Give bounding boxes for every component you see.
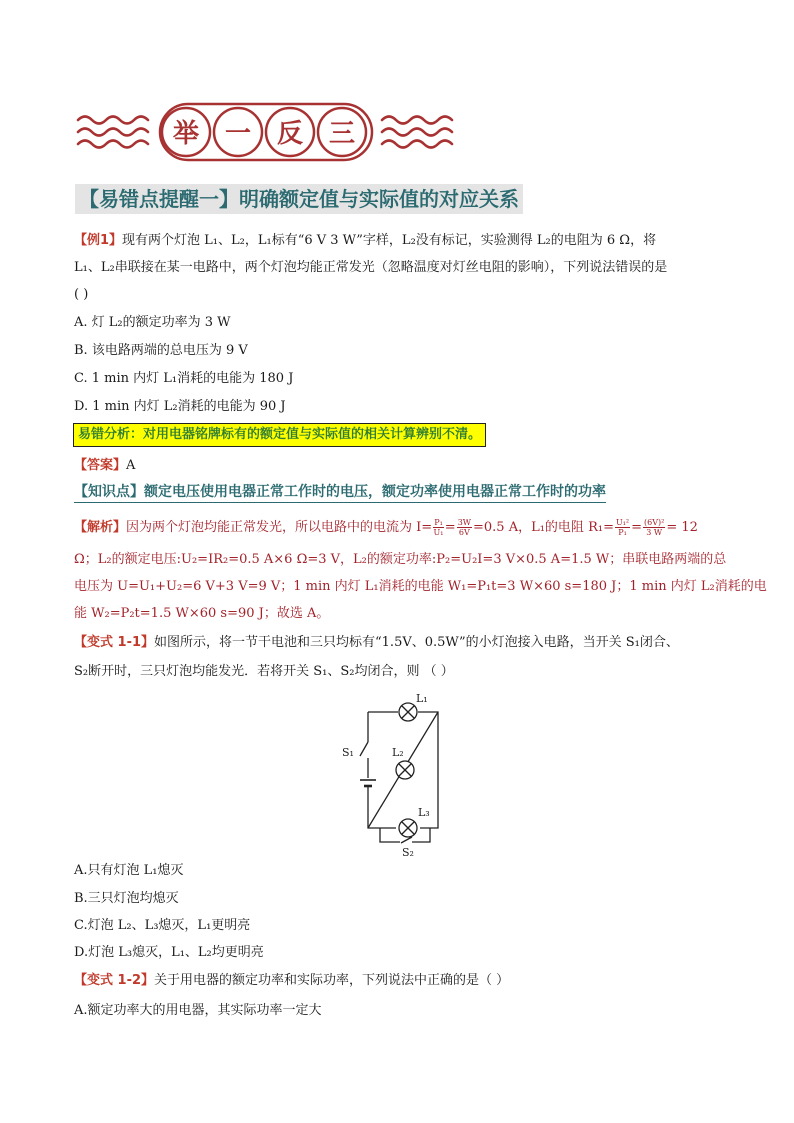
fraction-denominator: P₁ (618, 528, 627, 537)
wave-left-icon (78, 117, 148, 148)
circuit-diagram (340, 690, 450, 859)
example-line: ( ) (74, 287, 89, 302)
label-s1: S₁ (342, 746, 354, 759)
example-line: L₁、L₂串联接在某一电路中，两个灯泡均能正常发光（忽略温度对灯丝电阻的影响），下列说法错误的是 (74, 260, 668, 275)
fraction (433, 518, 444, 537)
variant-tag: 【变式 1-1】 (74, 635, 155, 650)
fraction-denominator: U₁ (433, 528, 444, 537)
banner-graphic (70, 96, 460, 168)
answer-value: A (126, 458, 136, 473)
example-tag: 【例1】 (74, 233, 123, 248)
option-item: A. 灯 L₂的额定功率为 3 W (74, 315, 231, 330)
fraction (643, 518, 665, 537)
variant-line: S₂断开时，三只灯泡均能发光．若将开关 S₁、S₂均闭合，则 （ ） (74, 664, 454, 679)
solution-line: 电压为 U=U₁+U₂=6 V+3 V=9 V；1 min 内灯 L₁消耗的电能 W₁=P₁t=3 W×60 s=180 J；1 min 内灯 L₂消耗的电 (74, 579, 767, 594)
variant-text: 如图所示，将一节干电池和三只均标有“1.5V、0.5W”的小灯泡接入电路，当开关 S₁闭合、 (154, 635, 679, 650)
fraction-denominator: 6V (458, 528, 470, 537)
variant-line (74, 972, 509, 990)
option-item: C.灯泡 L₂、L₃熄灭，L₁更明亮 (74, 918, 251, 933)
option-item: D.灯泡 L₃熄灭，L₁、L₂均更明亮 (74, 945, 264, 960)
fraction-numerator: 3W (457, 518, 471, 527)
example-line (74, 232, 656, 250)
banner-char: 一 (224, 119, 252, 149)
banner-char: 举 (172, 119, 200, 149)
banner-char: 反 (276, 119, 304, 149)
option-item: A.额定功率大的用电器，其实际功率一定大 (74, 1003, 322, 1018)
option-item: A.只有灯泡 L₁熄灭 (74, 863, 184, 878)
solution-text: = (631, 520, 643, 535)
answer-line (74, 457, 135, 475)
knowledge-point: 【知识点】额定电压使用电器正常工作时的电压，额定功率使用电器正常工作时的功率 (74, 482, 606, 503)
solution-text: = 12 (666, 520, 698, 535)
label-l3: L₃ (418, 806, 430, 819)
variant-tag: 【变式 1-2】 (74, 973, 155, 988)
solution-text: 因为两个灯泡均能正常发光，所以电路中的电流为 I= (126, 520, 433, 535)
solution-text: =0.5 A，L₁的电阻 R₁= (473, 520, 614, 535)
label-l2: L₂ (392, 746, 404, 759)
label-l1: L₁ (416, 692, 428, 705)
option-item: B.三只灯泡均熄灭 (74, 891, 179, 906)
option-item: B. 该电路两端的总电压为 9 V (74, 343, 248, 358)
fraction-numerator: (6V)² (644, 518, 665, 527)
error-analysis: 易错分析：对用电器铭牌标有的额定值与实际值的相关计算辨别不清。 (74, 424, 485, 446)
answer-tag: 【答案】 (74, 458, 127, 473)
solution-line: 能 W₂=P₂t=1.5 W×60 s=90 J；故选 A。 (74, 606, 330, 621)
fraction-numerator: P₁ (434, 518, 443, 527)
solution-text: = (444, 520, 456, 535)
section-heading: 【易错点提醒一】明确额定值与实际值的对应关系 (75, 184, 523, 214)
example-text: 现有两个灯泡 L₁、L₂，L₁标有“6 V 3 W”字样，L₂没有标记，实验测得 L₂的电阻为 6 Ω，将 (122, 233, 657, 248)
fraction (457, 518, 472, 537)
option-item: D. 1 min 内灯 L₂消耗的电能为 90 J (74, 399, 286, 414)
fraction-denominator: 3 W (646, 528, 663, 537)
solution-line (74, 516, 698, 540)
solution-tag: 【解析】 (74, 520, 127, 535)
fraction-numerator: U₁² (615, 518, 630, 527)
banner-char: 三 (328, 119, 356, 149)
variant-line (74, 634, 679, 652)
solution-line: Ω；L₂的额定电压:U₂=IR₂=0.5 A×6 Ω=3 V，L₂的额定功率:P₂=U₂I=3 V×0.5 A=1.5 W；串联电路两端的总 (74, 552, 727, 567)
label-s2: S₂ (402, 846, 414, 859)
option-item: C. 1 min 内灯 L₁消耗的电能为 180 J (74, 371, 294, 386)
wave-right-icon (382, 117, 452, 148)
fraction (615, 518, 630, 537)
variant-text: 关于用电器的额定功率和实际功率，下列说法中正确的是（ ） (154, 973, 510, 988)
